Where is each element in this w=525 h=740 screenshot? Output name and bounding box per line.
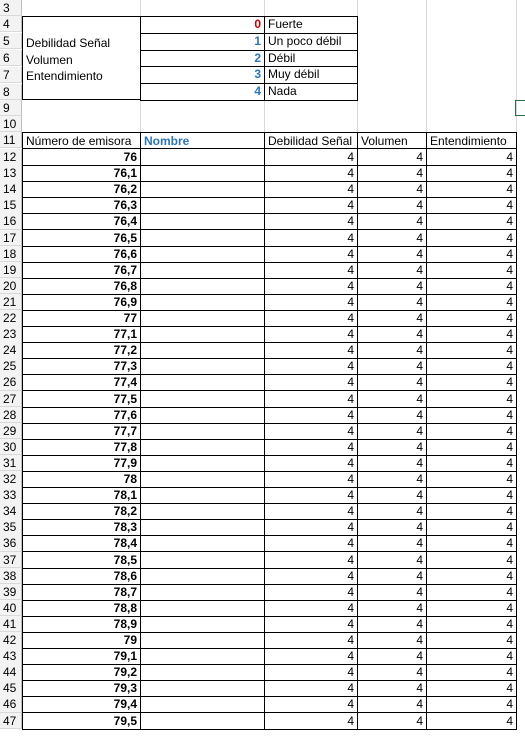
cell-entendimiento[interactable]: 4 [426,600,517,617]
cell-volumen[interactable]: 4 [357,648,427,665]
cell-nombre[interactable] [140,568,265,585]
cell-debilidad-senal[interactable]: 4 [264,197,358,214]
row-header[interactable]: 17 [0,230,22,247]
cell-numero-emisora[interactable]: 77,1 [22,326,141,343]
row-header[interactable]: 14 [0,181,22,198]
cell-volumen[interactable]: 4 [357,374,427,391]
cell-volumen[interactable]: 4 [357,262,427,279]
cell-nombre[interactable] [140,230,265,247]
row-header[interactable]: 32 [0,471,22,488]
cell-debilidad-senal[interactable]: 4 [264,181,358,198]
row-header[interactable]: 12 [0,149,22,166]
cell-volumen[interactable]: 4 [357,616,427,633]
row-header[interactable]: 22 [0,310,22,327]
cell-volumen[interactable]: 4 [357,535,427,552]
cell-entendimiento[interactable]: 4 [426,535,517,552]
cell-nombre[interactable] [140,391,265,408]
cell-entendimiento[interactable]: 4 [426,149,517,166]
cell-volumen[interactable]: 4 [357,713,427,730]
cell-numero-emisora[interactable]: 79 [22,632,141,649]
cell-volumen[interactable]: 4 [357,455,427,472]
cell-volumen[interactable]: 4 [357,197,427,214]
cell-debilidad-senal[interactable]: 4 [264,165,358,182]
row-header[interactable]: 27 [0,391,22,408]
cell-volumen[interactable]: 4 [357,439,427,456]
row-header[interactable]: 24 [0,342,22,359]
cell-entendimiento[interactable]: 4 [426,439,517,456]
cell-nombre[interactable] [140,197,265,214]
cell-debilidad-senal[interactable]: 4 [264,213,358,230]
cell-nombre[interactable] [140,600,265,617]
cell-volumen[interactable]: 4 [357,407,427,424]
cell-volumen[interactable]: 4 [357,568,427,585]
cell-entendimiento[interactable]: 4 [426,487,517,504]
cell-entendimiento[interactable]: 4 [426,358,517,375]
cell-debilidad-senal[interactable]: 4 [264,455,358,472]
legend-scale-value[interactable]: 4 [140,83,265,101]
cell-volumen[interactable]: 4 [357,423,427,440]
cell-numero-emisora[interactable]: 78,4 [22,535,141,552]
header-debilidad-senal[interactable]: Debilidad Señal [264,132,358,149]
cell-debilidad-senal[interactable]: 4 [264,648,358,665]
cell-numero-emisora[interactable]: 76,5 [22,230,141,247]
cell-debilidad-senal[interactable]: 4 [264,230,358,247]
cell-numero-emisora[interactable]: 77,8 [22,439,141,456]
cell-nombre[interactable] [140,552,265,569]
cell-nombre[interactable] [140,342,265,359]
row-header[interactable]: 43 [0,648,22,665]
legend-scale-text[interactable]: Fuerte [264,16,358,34]
cell-volumen[interactable]: 4 [357,213,427,230]
legend-scale-value[interactable]: 3 [140,66,265,84]
legend-scale-value[interactable]: 1 [140,33,265,51]
cell-entendimiento[interactable]: 4 [426,664,517,681]
cell-volumen[interactable]: 4 [357,310,427,327]
cell-numero-emisora[interactable]: 76,4 [22,213,141,230]
header-numero-emisora[interactable]: Número de emisora [22,132,141,149]
cell-numero-emisora[interactable]: 79,4 [22,696,141,713]
cell-numero-emisora[interactable]: 77,4 [22,374,141,391]
cell-nombre[interactable] [140,423,265,440]
cell-debilidad-senal[interactable]: 4 [264,374,358,391]
cell-entendimiento[interactable]: 4 [426,165,517,182]
row-header[interactable]: 3 [0,0,22,16]
cell-nombre[interactable] [140,471,265,488]
row-header[interactable]: 18 [0,246,22,263]
cell-entendimiento[interactable]: 4 [426,374,517,391]
cell-nombre[interactable] [140,696,265,713]
cell-debilidad-senal[interactable]: 4 [264,568,358,585]
cell-entendimiento[interactable]: 4 [426,471,517,488]
cell-entendimiento[interactable]: 4 [426,278,517,295]
cell-entendimiento[interactable]: 4 [426,407,517,424]
cell-volumen[interactable]: 4 [357,487,427,504]
cell-nombre[interactable] [140,165,265,182]
cell-entendimiento[interactable]: 4 [426,423,517,440]
row-header[interactable]: 5 [0,33,22,49]
cell-volumen[interactable]: 4 [357,519,427,536]
selected-cell[interactable] [515,100,525,116]
cell-numero-emisora[interactable]: 79,3 [22,680,141,697]
cell-debilidad-senal[interactable]: 4 [264,326,358,343]
legend-scale-text[interactable]: Muy débil [264,66,358,84]
cell-entendimiento[interactable]: 4 [426,648,517,665]
cell-entendimiento[interactable]: 4 [426,568,517,585]
cell-numero-emisora[interactable]: 78,7 [22,584,141,601]
cell-volumen[interactable]: 4 [357,471,427,488]
row-header[interactable]: 26 [0,374,22,391]
cell-numero-emisora[interactable]: 78,6 [22,568,141,585]
row-header[interactable]: 10 [0,116,22,132]
cell-nombre[interactable] [140,584,265,601]
cell-numero-emisora[interactable]: 78 [22,471,141,488]
cell-debilidad-senal[interactable]: 4 [264,680,358,697]
row-header[interactable]: 42 [0,632,22,649]
row-header[interactable]: 30 [0,439,22,456]
row-header[interactable]: 28 [0,407,22,424]
cell-volumen[interactable]: 4 [357,680,427,697]
cell-nombre[interactable] [140,149,265,166]
cell-debilidad-senal[interactable]: 4 [264,616,358,633]
cell-numero-emisora[interactable]: 76,3 [22,197,141,214]
cell-nombre[interactable] [140,262,265,279]
cell-debilidad-senal[interactable]: 4 [264,552,358,569]
cell-numero-emisora[interactable]: 76,9 [22,294,141,311]
cell-volumen[interactable]: 4 [357,584,427,601]
cell-numero-emisora[interactable]: 76,1 [22,165,141,182]
row-header[interactable]: 7 [0,67,22,83]
cell-nombre[interactable] [140,616,265,633]
legend-labels-block[interactable] [22,16,141,100]
cell-volumen[interactable]: 4 [357,165,427,182]
row-header[interactable]: 23 [0,326,22,343]
legend-label-debilidad: Debilidad Señal [26,36,111,50]
cell-nombre[interactable] [140,439,265,456]
cell-volumen[interactable]: 4 [357,181,427,198]
cell-numero-emisora[interactable]: 76,7 [22,262,141,279]
cell-entendimiento[interactable]: 4 [426,342,517,359]
cell-entendimiento[interactable]: 4 [426,713,517,730]
cell-numero-emisora[interactable]: 77,5 [22,391,141,408]
cell-entendimiento[interactable]: 4 [426,181,517,198]
cell-entendimiento[interactable]: 4 [426,294,517,311]
cell-nombre[interactable] [140,358,265,375]
row-header[interactable]: 39 [0,584,22,601]
row-header[interactable]: 38 [0,568,22,585]
legend-scale-text[interactable]: Un poco débil [264,33,358,51]
header-volumen[interactable]: Volumen [357,132,427,149]
cell-debilidad-senal[interactable]: 4 [264,632,358,649]
gridline [426,0,427,132]
cell-volumen[interactable]: 4 [357,149,427,166]
cell-debilidad-senal[interactable]: 4 [264,487,358,504]
cell-volumen[interactable]: 4 [357,326,427,343]
row-header[interactable]: 31 [0,455,22,472]
row-header[interactable]: 8 [0,84,22,100]
cell-debilidad-senal[interactable]: 4 [264,584,358,601]
cell-numero-emisora[interactable]: 77,9 [22,455,141,472]
cell-entendimiento[interactable]: 4 [426,391,517,408]
cell-numero-emisora[interactable]: 78,8 [22,600,141,617]
cell-numero-emisora[interactable]: 77,2 [22,342,141,359]
header-entendimiento[interactable]: Entendimiento [426,132,517,149]
legend-label-volumen: Volumen [26,52,73,67]
cell-numero-emisora[interactable]: 76,6 [22,246,141,263]
row-header[interactable]: 20 [0,278,22,295]
cell-nombre[interactable] [140,326,265,343]
cell-nombre[interactable] [140,664,265,681]
cell-debilidad-senal[interactable]: 4 [264,358,358,375]
cell-nombre[interactable] [140,648,265,665]
cell-debilidad-senal[interactable]: 4 [264,535,358,552]
cell-nombre[interactable] [140,246,265,263]
cell-debilidad-senal[interactable]: 4 [264,262,358,279]
cell-nombre[interactable] [140,680,265,697]
cell-debilidad-senal[interactable]: 4 [264,423,358,440]
cell-numero-emisora[interactable]: 78,2 [22,503,141,520]
cell-numero-emisora[interactable]: 79,2 [22,664,141,681]
cell-debilidad-senal[interactable]: 4 [264,407,358,424]
cell-numero-emisora[interactable]: 77 [22,310,141,327]
row-header[interactable]: 25 [0,358,22,375]
cell-entendimiento[interactable]: 4 [426,213,517,230]
cell-debilidad-senal[interactable]: 4 [264,278,358,295]
cell-numero-emisora[interactable]: 79,5 [22,713,141,730]
cell-volumen[interactable]: 4 [357,230,427,247]
cell-nombre[interactable] [140,632,265,649]
cell-nombre[interactable] [140,455,265,472]
row-header[interactable]: 35 [0,519,22,536]
cell-debilidad-senal[interactable]: 4 [264,713,358,730]
cell-debilidad-senal[interactable]: 4 [264,246,358,263]
cell-volumen[interactable]: 4 [357,600,427,617]
row-header[interactable]: 34 [0,503,22,520]
row-header[interactable]: 29 [0,423,22,440]
header-nombre[interactable]: Nombre [140,132,265,149]
cell-nombre[interactable] [140,535,265,552]
cell-numero-emisora[interactable]: 78,5 [22,552,141,569]
cell-numero-emisora[interactable]: 78,1 [22,487,141,504]
row-header[interactable]: 15 [0,197,22,214]
row-header[interactable]: 33 [0,487,22,504]
cell-entendimiento[interactable]: 4 [426,503,517,520]
row-header[interactable]: 9 [0,100,22,116]
cell-volumen[interactable]: 4 [357,342,427,359]
cell-volumen[interactable]: 4 [357,632,427,649]
row-header[interactable]: 4 [0,16,22,32]
cell-nombre[interactable] [140,310,265,327]
cell-nombre[interactable] [140,503,265,520]
row-header[interactable]: 37 [0,552,22,569]
cell-nombre[interactable] [140,374,265,391]
cell-numero-emisora[interactable]: 76,2 [22,181,141,198]
row-header[interactable]: 45 [0,680,22,697]
cell-numero-emisora[interactable]: 76,8 [22,278,141,295]
cell-volumen[interactable]: 4 [357,246,427,263]
cell-volumen[interactable]: 4 [357,294,427,311]
cell-debilidad-senal[interactable]: 4 [264,503,358,520]
cell-nombre[interactable] [140,519,265,536]
cell-volumen[interactable]: 4 [357,552,427,569]
row-header[interactable]: 16 [0,213,22,230]
cell-debilidad-senal[interactable]: 4 [264,342,358,359]
cell-entendimiento[interactable]: 4 [426,310,517,327]
cell-entendimiento[interactable]: 4 [426,696,517,713]
cell-entendimiento[interactable]: 4 [426,246,517,263]
cell-nombre[interactable] [140,278,265,295]
cell-numero-emisora[interactable]: 78,3 [22,519,141,536]
cell-debilidad-senal[interactable]: 4 [264,391,358,408]
legend-scale-text[interactable]: Débil [264,50,358,68]
cell-entendimiento[interactable]: 4 [426,519,517,536]
cell-volumen[interactable]: 4 [357,391,427,408]
cell-nombre[interactable] [140,487,265,504]
cell-debilidad-senal[interactable]: 4 [264,664,358,681]
row-header[interactable]: 36 [0,535,22,552]
row-header[interactable]: 46 [0,696,22,713]
cell-debilidad-senal[interactable]: 4 [264,149,358,166]
row-header[interactable]: 44 [0,664,22,681]
cell-numero-emisora[interactable]: 77,7 [22,423,141,440]
cell-entendimiento[interactable]: 4 [426,680,517,697]
cell-entendimiento[interactable]: 4 [426,262,517,279]
cell-nombre[interactable] [140,181,265,198]
cell-volumen[interactable]: 4 [357,696,427,713]
cell-nombre[interactable] [140,407,265,424]
cell-nombre[interactable] [140,213,265,230]
cell-debilidad-senal[interactable]: 4 [264,439,358,456]
cell-volumen[interactable]: 4 [357,358,427,375]
cell-entendimiento[interactable]: 4 [426,616,517,633]
cell-numero-emisora[interactable]: 78,9 [22,616,141,633]
row-header[interactable]: 11 [0,132,22,148]
cell-nombre[interactable] [140,713,265,730]
row-header[interactable]: 40 [0,600,22,617]
cell-entendimiento[interactable]: 4 [426,326,517,343]
row-header[interactable]: 41 [0,616,22,633]
cell-numero-emisora[interactable]: 77,3 [22,358,141,375]
cell-debilidad-senal[interactable]: 4 [264,696,358,713]
cell-entendimiento[interactable]: 4 [426,584,517,601]
row-header[interactable]: 6 [0,50,22,66]
cell-numero-emisora[interactable]: 77,6 [22,407,141,424]
cell-volumen[interactable]: 4 [357,664,427,681]
cell-entendimiento[interactable]: 4 [426,230,517,247]
cell-debilidad-senal[interactable]: 4 [264,471,358,488]
legend-label-entendimiento: Entendimiento [26,69,103,83]
cell-entendimiento[interactable]: 4 [426,632,517,649]
cell-entendimiento[interactable]: 4 [426,197,517,214]
row-header[interactable]: 47 [0,713,22,730]
legend-scale-text[interactable]: Nada [264,83,358,101]
cell-debilidad-senal[interactable]: 4 [264,294,358,311]
cell-volumen[interactable]: 4 [357,503,427,520]
row-header[interactable]: 21 [0,294,22,311]
cell-debilidad-senal[interactable]: 4 [264,519,358,536]
cell-numero-emisora[interactable]: 79,1 [22,648,141,665]
cell-nombre[interactable] [140,294,265,311]
legend-scale-value[interactable]: 0 [140,16,265,34]
cell-debilidad-senal[interactable]: 4 [264,600,358,617]
cell-debilidad-senal[interactable]: 4 [264,310,358,327]
row-header[interactable]: 19 [0,262,22,279]
legend-scale-value[interactable]: 2 [140,50,265,68]
cell-volumen[interactable]: 4 [357,278,427,295]
cell-entendimiento[interactable]: 4 [426,455,517,472]
cell-numero-emisora[interactable]: 76 [22,149,141,166]
cell-entendimiento[interactable]: 4 [426,552,517,569]
row-header[interactable]: 13 [0,165,22,182]
